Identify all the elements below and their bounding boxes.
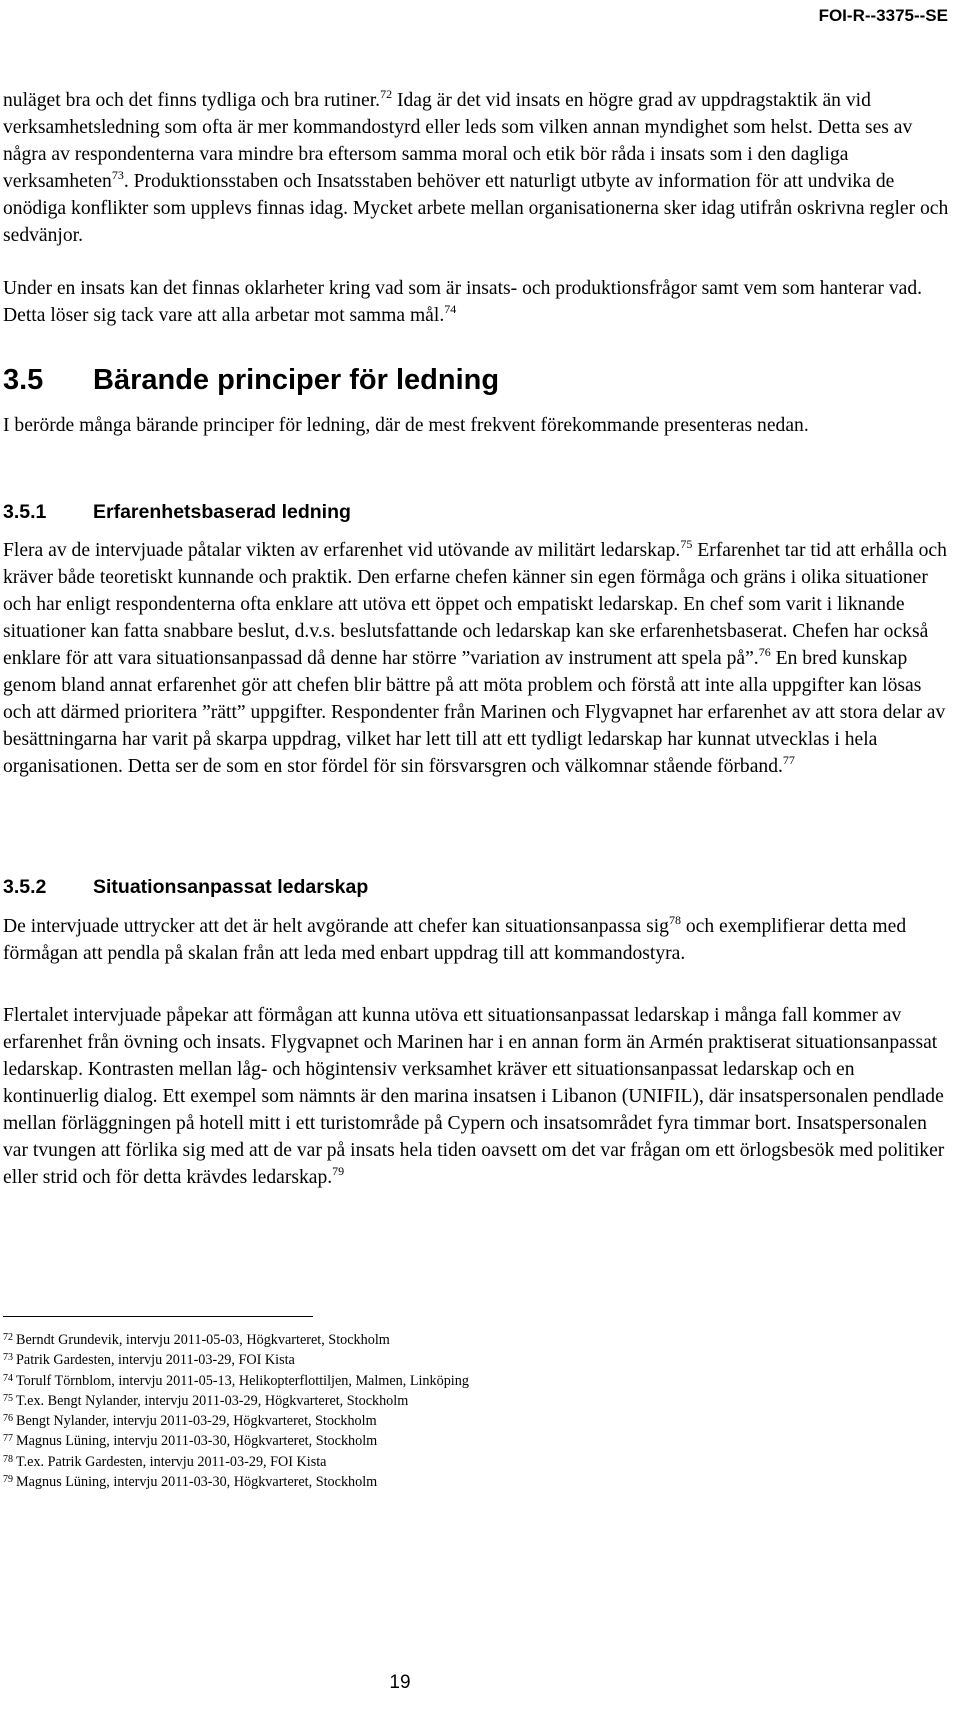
footnote-ref: 77 bbox=[782, 753, 795, 767]
footnote-number: 76 bbox=[3, 1413, 13, 1425]
paragraph-text: och exemplifierar detta med förmågan att pendla på skalan från att leda med enbart uppdrag till att kommandostyra. bbox=[3, 916, 907, 964]
footnote-text: Bengt Nylander, intervju 2011-03-29, Högkvarteret, Stockholm bbox=[16, 1413, 377, 1430]
footnote-text: Magnus Lüning, intervju 2011-03-30, Högkvarteret, Stockholm bbox=[16, 1433, 378, 1450]
footnote-number: 79 bbox=[3, 1474, 13, 1486]
footnote-number: 74 bbox=[3, 1372, 13, 1384]
footnote-text: Berndt Grundevik, intervju 2011-05-03, Högkvarteret, Stockholm bbox=[16, 1332, 390, 1348]
section-number: 3.5.2 bbox=[3, 876, 47, 898]
footnote-ref: 76 bbox=[758, 645, 771, 659]
footnote-ref: 74 bbox=[444, 302, 457, 316]
footnote-text: T.ex. Patrik Gardesten, intervju 2011-03-29, FOI Kista bbox=[16, 1453, 327, 1470]
footnote-ref: 75 bbox=[680, 537, 693, 551]
paragraph-intro bbox=[3, 87, 953, 249]
footnote-number: 77 bbox=[3, 1433, 13, 1445]
section-heading-3-5-1 bbox=[3, 499, 351, 525]
footnote-item bbox=[3, 1452, 943, 1472]
paragraph-insats bbox=[3, 275, 953, 329]
section-number: 3.5.1 bbox=[3, 501, 47, 523]
paragraph-text: nuläget bra och det finns tydliga och bra rutiner. bbox=[3, 90, 381, 111]
document-code: FOI-R--3375--SE bbox=[818, 6, 948, 25]
paragraph-text: Flertalet intervjuade påpekar att förmågan att kunna utöva ett situationsanpassat ledarskap i många fall kommer av erfarenhet från övning och insats. Flygvapnet och Marinen har i en annan form än Armén praktiserat situationsanpassat ledarskap. Kontrasten mellan låg- och högintensiv verksamhet kräver ett situationsanpassat ledarskap och en kontinuerlig dialog. Ett exempel som nämnts är den marina insatsen i Libanon (UNIFIL), där insatspersonalen pendlade mellan förläggningen på hotell mitt i ett turistområde på Cypern och insatsområdet fyra timmar bort. Insatspersonalen var tvungen att förlika sig med att de var på insats hela tiden oavsett om det var frågan om ett örlogsbesök med politiker eller strid och för detta krävdes ledarskap. bbox=[3, 1005, 945, 1188]
paragraph-experience bbox=[3, 537, 953, 780]
section-heading-3-5-2 bbox=[3, 874, 368, 900]
footnote-separator bbox=[3, 1316, 313, 1317]
footnote-number: 73 bbox=[3, 1352, 13, 1364]
paragraph-situational bbox=[3, 913, 953, 967]
footnote-list bbox=[3, 1330, 943, 1492]
footnote-ref: 79 bbox=[332, 1164, 345, 1178]
footnote-item bbox=[3, 1330, 943, 1350]
footnote-text: Magnus Lüning, intervju 2011-03-30, Högkvarteret, Stockholm bbox=[16, 1474, 378, 1491]
paragraph-majority bbox=[3, 1002, 953, 1191]
footnote-text: Torulf Törnblom, intervju 2011-05-13, Helikopterflottiljen, Malmen, Linköping bbox=[16, 1372, 469, 1389]
footnote-ref: 72 bbox=[380, 87, 393, 101]
footnote-number: 78 bbox=[3, 1453, 13, 1465]
paragraph-principles: I berörde många bärande principer för ledning, där de mest frekvent förekommande presenteras nedan. bbox=[3, 415, 809, 436]
footnote-ref: 73 bbox=[111, 168, 124, 182]
footnote-ref: 78 bbox=[668, 913, 681, 927]
paragraph-text: Under en insats kan det finnas oklarheter kring vad som är insats- och produktionsfrågor samt vem som hanterar vad. Detta löser sig tack vare att alla arbetar mot samma mål. bbox=[3, 278, 923, 326]
section-title: Erfarenhetsbaserad ledning bbox=[93, 501, 351, 523]
footnote-item bbox=[3, 1431, 943, 1451]
paragraph-text: De intervjuade uttrycker att det är helt avgörande att chefer kan situationsanpassa sig bbox=[3, 916, 669, 937]
footnote-item bbox=[3, 1391, 943, 1411]
section-number: 3.5 bbox=[3, 364, 44, 396]
footnote-text: Patrik Gardesten, intervju 2011-03-29, FOI Kista bbox=[16, 1352, 295, 1369]
footnote-item bbox=[3, 1411, 943, 1431]
section-title: Situationsanpassat ledarskap bbox=[93, 876, 369, 898]
page-number: 19 bbox=[389, 1672, 411, 1693]
footnote-item bbox=[3, 1472, 943, 1492]
footnote-item bbox=[3, 1350, 943, 1370]
section-heading-3-5 bbox=[3, 363, 499, 397]
footnote-number: 75 bbox=[3, 1392, 13, 1404]
footnote-text: T.ex. Bengt Nylander, intervju 2011-03-29, Högkvarteret, Stockholm bbox=[16, 1392, 409, 1409]
footnote-number: 72 bbox=[3, 1332, 13, 1343]
section-title: Bärande principer för ledning bbox=[93, 364, 500, 396]
paragraph-text: Idag är det vid insats en högre grad av uppdragstaktik än vid verksamhetsledning som ofta är mer kommandostyrd eller leds som vilken annan myndighet som helst. Detta ses av några av respondenterna vara mindre bra eftersom samma moral och etik bör råda i insats som i den dagliga verksamheten bbox=[3, 90, 913, 192]
paragraph-text: Flera av de intervjuade påtalar vikten av erfarenhet vid utövande av militärt ledarskap. bbox=[3, 540, 681, 561]
paragraph-text: Erfarenhet tar tid att erhålla och kräver både teoretiskt kunnande och praktik. Den erfarne chefen känner sin egen förmåga och gräns i olika situationer och har enligt respondenterna ofta enklare att utöva ett öppet och empatiskt ledarskap. En chef som varit i liknande situationer kan fatta snabbare beslut, d.v.s. beslutsfattande och ledarskap kan ske erfarenhetsbaserat. Chefen har också enklare för att vara situationsanpassad då denne har större ”variation av instrument att spela på”. bbox=[3, 540, 947, 669]
paragraph-text: En bred kunskap genom bland annat erfarenhet gör att chefen blir bättre på att möta problem och förstå att inte alla uppgifter kan lösas och att därmed prioritera ”rätt” uppgifter. Respondenter från Marinen och Flygvapnet har erfarenhet av att stora delar av besättningarna har varit på skarpa uppdrag, vilket har lett till att ett tydligt ledarskap har kunnat utvecklas i hela organisationen. Detta ser de som en stor fördel för sin försvarsgren och välkomnar stående förband. bbox=[3, 648, 946, 777]
footnote-item bbox=[3, 1371, 943, 1391]
paragraph-text: . Produktionsstaben och Insatsstaben behöver ett naturligt utbyte av information för att undvika de onödiga konflikter som upplevs finnas idag. Mycket arbete mellan organisationerna sker idag utifrån oskrivna regler och sedvänjor. bbox=[3, 171, 949, 246]
